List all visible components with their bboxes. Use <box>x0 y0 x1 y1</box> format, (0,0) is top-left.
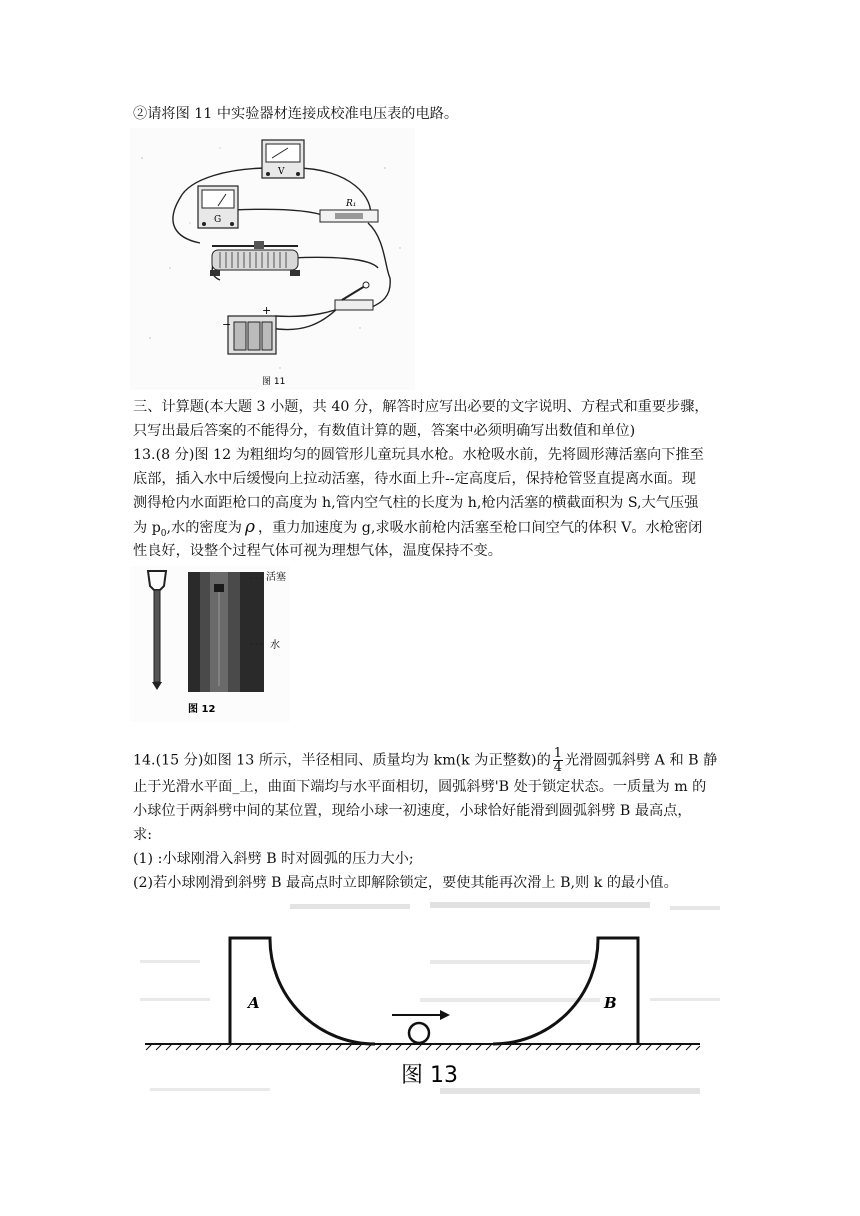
section3-line2: 只写出最后答案的不能得分，有数值计算的题，答案中必须明确写出数值和单位) <box>133 423 636 439</box>
water-gun-photo <box>188 572 264 692</box>
fraction-numerator: 1 <box>553 746 563 761</box>
figure-11 <box>130 128 415 390</box>
galvanometer-label: G <box>214 215 222 225</box>
water-label: 水 <box>270 640 280 651</box>
arc-wedges-figure-13 <box>130 898 730 1112</box>
figure-12 <box>130 566 290 722</box>
wedge-a-label: A <box>248 994 260 1012</box>
q13-line3: 测得枪内水面距枪口的高度为 h,管内空气柱的长度为 h,枪内活塞的横截面积为 S,大气压强 <box>133 495 699 511</box>
figure-11-caption: 图 11 <box>262 377 286 387</box>
q13-line5: 性良好，设整个过程气体可视为理想气体，温度保持不变。 <box>133 543 502 559</box>
q14-part2: (2)若小球刚滑到斜劈 B 最高点时立即解除锁定，要使其能再次滑上 B,则 k 的最小值。 <box>133 875 678 891</box>
q13-line4-part-b: ,水的密度为 <box>166 520 242 536</box>
q13-line4-part-a: 为 p <box>133 520 161 536</box>
q14-line1 <box>133 747 717 774</box>
q14-line3: 小球位于两斜劈中间的某位置，现给小球一初速度，小球恰好能滑到圆弧斜劈 B 最高点， <box>133 803 692 819</box>
quarter-fraction <box>553 747 563 774</box>
galvanometer <box>198 186 238 228</box>
voltmeter-label: V <box>278 167 285 177</box>
q13-line1: 13.(8 分)图 12 为粗细均匀的圆管形儿童玩具水枪。水枪吸水前，先将圆形薄活塞向下推至 <box>133 447 704 463</box>
voltmeter <box>262 140 304 178</box>
rho-symbol: ρ <box>244 517 255 537</box>
q14-line4: 求: <box>133 827 152 843</box>
resistor-label: R₁ <box>346 199 357 209</box>
ball <box>409 1023 429 1043</box>
piston-label: 活塞 <box>266 572 286 583</box>
figure-12-caption: 图 12 <box>188 704 216 715</box>
water-gun-figure-12 <box>130 566 290 722</box>
figure-13 <box>130 898 730 1112</box>
fraction-denominator: 4 <box>553 760 563 775</box>
q13-line4 <box>133 517 702 544</box>
q14-line1-part-a: 14.(15 分)如图 13 所示，半径相同、质量均为 km(k 为正整数)的 <box>133 752 551 769</box>
figure-13-caption: 图 13 <box>401 1063 458 1088</box>
q14-part1: (1) :小球刚滑入斜劈 B 时对圆弧的压力大小; <box>133 851 414 867</box>
battery-plus-label: + <box>262 304 272 317</box>
battery-minus-label: − <box>222 318 232 331</box>
section3-line1: 三、计算题(本大题 3 小题，共 40 分，解答时应写出必要的文字说明、方程式和重要步骤， <box>133 399 709 415</box>
wedge-b-label: B <box>604 994 617 1012</box>
p0-subscript: 0 <box>160 528 167 539</box>
q12-part2-text: ②请将图 11 中实验器材连接成校准电压表的电路。 <box>133 106 459 122</box>
q13-line4-part-c: ，重力加速度为 g,求吸水前枪内活塞至枪口间空气的体积 V。水枪密闭 <box>257 520 703 536</box>
q14-line1-part-b: 光滑圆弧斜劈 A 和 B 静 <box>565 752 718 769</box>
q14-line2: 止于光滑水平面_上，曲面下端均与水平面相切，圆弧斜劈'B 处于锁定状态。一质量为 m 的 <box>133 779 707 795</box>
circuit-figure-11 <box>130 128 415 390</box>
q13-line2: 底部，插入水中后缓慢向上拉动活塞，待水面上升--定高度后，保持枪管竖直提离水面。现 <box>133 471 696 487</box>
